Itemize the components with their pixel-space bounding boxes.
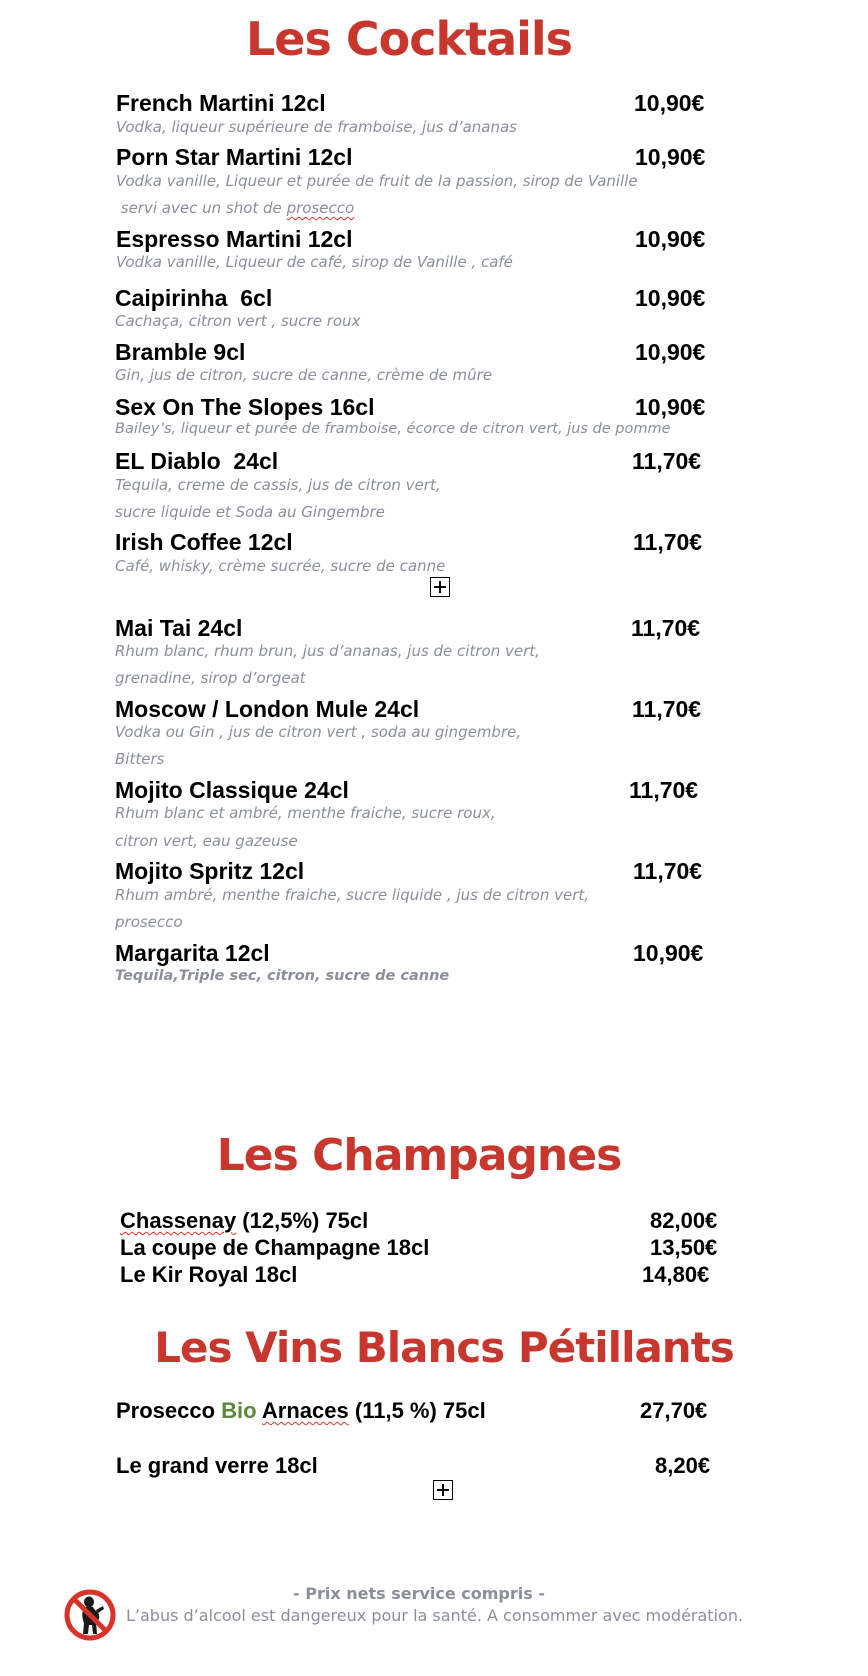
cocktail-desc: Café, whisky, crème sucrée, sucre de canne	[115, 557, 446, 575]
glass-price: 8,20€	[655, 1453, 711, 1478]
champagnes-title: Les Champagnes	[216, 1130, 622, 1181]
champagne-name: Le Kir Royal 18cl	[120, 1262, 298, 1287]
glass-name: Le grand verre 18cl	[116, 1453, 318, 1478]
wine-label: Prosecco	[116, 1398, 222, 1423]
cocktail-desc: Tequila,Triple sec, citron, sucre de canne	[115, 968, 450, 984]
bio-label: Bio	[221, 1398, 257, 1423]
cocktail-desc: Vodka, liqueur supérieure de framboise, jus d’ananas	[116, 118, 518, 136]
cocktail-price: 11,70€	[632, 448, 702, 474]
cocktail-desc: Bailey’s, liqueur et purée de framboise, écorce de citron vert, jus de pomme	[115, 421, 671, 437]
champagne-name: La coupe de Champagne 18cl	[120, 1235, 430, 1260]
sparkling-title: Les Vins Blancs Pétillants	[154, 1323, 734, 1372]
cocktail-desc: Rhum blanc et ambré, menthe fraiche, sucre roux,	[115, 804, 496, 822]
cocktail-price: 10,90€	[635, 144, 706, 170]
champagne-name-rest: (12,5%) 75cl	[236, 1208, 369, 1233]
champagne-price: 82,00€	[650, 1208, 718, 1233]
cocktail-desc: prosecco	[115, 913, 183, 931]
cocktail-name: Porn Star Martini 12cl	[116, 144, 353, 170]
cocktail-price: 11,70€	[633, 858, 703, 884]
cocktail-price: 10,90€	[634, 90, 705, 116]
cocktail-price: 10,90€	[633, 940, 704, 966]
spellcheck-word: Arnaces	[261, 1398, 349, 1423]
champagne-price: 13,50€	[650, 1235, 718, 1260]
cocktail-price: 10,90€	[635, 394, 706, 420]
cocktail-price: 10,90€	[635, 285, 706, 311]
health-warning: L’abus d’alcool est dangereux pour la santé. A consommer avec modération.	[126, 1606, 744, 1625]
cocktail-desc: Gin, jus de citron, sucre de canne, crème de mûre	[115, 366, 493, 384]
desc-text: servi avec un shot de	[116, 199, 287, 217]
sparkling-name	[116, 1398, 486, 1424]
cocktail-name: EL Diablo 24cl	[115, 448, 279, 474]
wine-detail: (11,5 %) 75cl	[348, 1398, 486, 1423]
cocktail-price: 11,70€	[631, 615, 701, 641]
cocktail-price: 10,90€	[635, 226, 706, 252]
cocktail-desc	[116, 199, 354, 217]
cocktail-desc: Cachaça, citron vert , sucre roux	[115, 312, 361, 330]
cocktails-title: Les Cocktails	[245, 12, 573, 66]
cocktail-desc: sucre liquide et Soda au Gingembre	[115, 503, 385, 521]
cocktail-name: Mai Tai 24cl	[115, 615, 243, 641]
plus-square-icon[interactable]	[433, 1480, 453, 1500]
cocktail-price: 10,90€	[635, 339, 706, 365]
cocktail-name: French Martini 12cl	[116, 90, 326, 116]
cocktail-desc: Bitters	[115, 750, 165, 768]
cocktail-price: 11,70€	[629, 777, 699, 803]
champagne-price: 14,80€	[642, 1262, 710, 1287]
cocktail-desc: Rhum ambré, menthe fraiche, sucre liquide , jus de citron vert,	[115, 886, 590, 904]
cocktail-name: Caipirinha 6cl	[115, 285, 273, 311]
cocktail-name: Moscow / London Mule 24cl	[115, 696, 420, 722]
spellcheck-word: prosecco	[286, 199, 355, 217]
cocktail-desc: Tequila, creme de cassis, jus de citron vert,	[115, 476, 441, 494]
cocktail-desc: Vodka vanille, Liqueur de café, sirop de Vanille , café	[116, 253, 513, 271]
cocktail-name: Irish Coffee 12cl	[115, 529, 293, 555]
plus-square-icon[interactable]	[430, 577, 450, 597]
cocktail-name: Bramble 9cl	[115, 339, 246, 365]
cocktail-price: 11,70€	[633, 529, 703, 555]
cocktail-name: Espresso Martini 12cl	[116, 226, 353, 252]
cocktail-desc: citron vert, eau gazeuse	[115, 832, 298, 850]
cocktail-name: Margarita 12cl	[115, 940, 270, 966]
sparkling-price: 27,70€	[640, 1398, 708, 1423]
service-note: - Prix nets service compris -	[293, 1584, 545, 1603]
cocktail-name: Mojito Spritz 12cl	[115, 858, 305, 884]
cocktail-desc: Vodka vanille, Liqueur et purée de fruit de la passion, sirop de Vanille	[116, 172, 638, 190]
cocktail-price: 11,70€	[632, 696, 702, 722]
cocktail-name: Mojito Classique 24cl	[115, 777, 349, 803]
cocktail-name: Sex On The Slopes 16cl	[115, 394, 375, 420]
champagne-name	[120, 1208, 368, 1234]
spellcheck-word: Chassenay	[120, 1208, 237, 1233]
cocktail-desc: Rhum blanc, rhum brun, jus d’ananas, jus de citron vert,	[115, 642, 540, 660]
cocktail-desc: Vodka ou Gin , jus de citron vert , soda au gingembre,	[115, 723, 522, 741]
cocktail-desc: grenadine, sirop d’orgeat	[115, 669, 306, 687]
